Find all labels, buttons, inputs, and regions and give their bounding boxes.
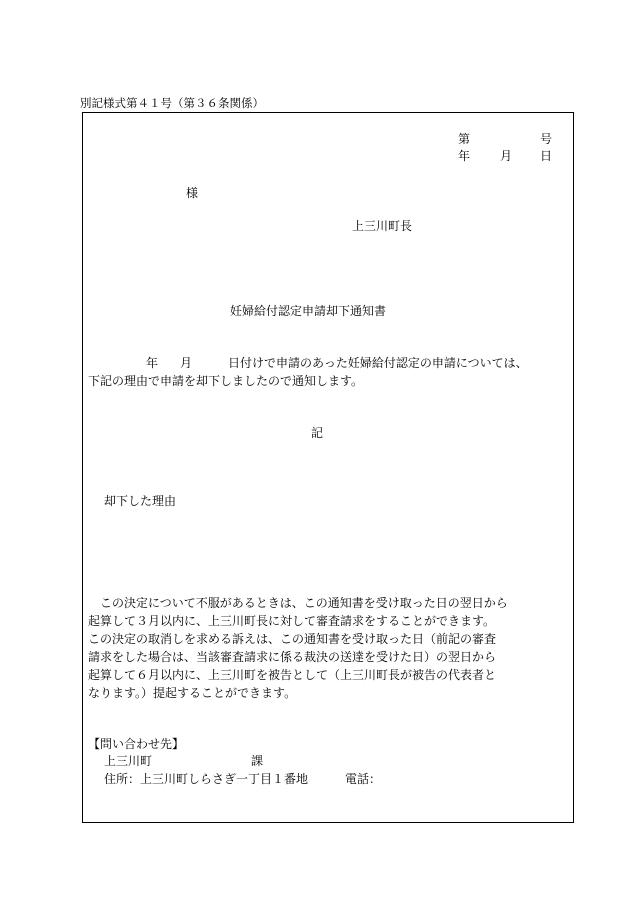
intro-year: 年 (146, 356, 159, 370)
appeal-line-1: この決定について不服があるときは、この通知書を受け取った日の翌日から (100, 596, 508, 610)
intro-line2: 下記の理由で申請を却下しましたので通知します。 (88, 374, 364, 388)
appeal-line-6: なります。）提起することができます。 (88, 686, 297, 700)
sender-name: 上三川町長 (352, 219, 413, 233)
appeal-line-3: この決定の取消しを求める訴えは、この通知書を受け取った日（前記の審査 (88, 632, 497, 646)
intro-month: 月 (180, 356, 193, 370)
contact-town: 上三川町 (104, 754, 153, 768)
date-month: 月 (500, 149, 513, 163)
contact-address: 住所：上三川町しらさぎ一丁目１番地 (104, 772, 309, 786)
appeal-line-4: 請求をした場合は、当該審査請求に係る裁決の送達を受けた日）の翌日から (88, 650, 497, 664)
date-day: 日 (540, 149, 553, 163)
document-frame (82, 112, 574, 823)
form-label: 別記様式第４１号（第３６条関係） (80, 96, 264, 110)
doc-number-prefix: 第 (458, 132, 471, 146)
contact-section: 課 (251, 754, 264, 768)
appeal-line-5: 起算して６月以内に、上三川町を被告として（上三川町長が被告の代表者と (88, 668, 497, 682)
intro-line1: 日付けで申請のあった妊婦給付認定の申請については、 (228, 356, 528, 370)
contact-heading: 【問い合わせ先】 (88, 737, 185, 751)
appeal-line-2: 起算して３月以内に、上三川町長に対して審査請求をすることができます。 (88, 614, 496, 628)
date-year: 年 (458, 149, 471, 163)
contact-phone: 電話： (345, 772, 382, 786)
reason-label: 却下した理由 (104, 494, 177, 508)
document-title: 妊婦給付認定申請却下通知書 (230, 304, 387, 318)
ki-heading: 記 (311, 426, 324, 440)
recipient-honorific: 様 (186, 186, 199, 200)
doc-number-suffix: 号 (540, 132, 553, 146)
